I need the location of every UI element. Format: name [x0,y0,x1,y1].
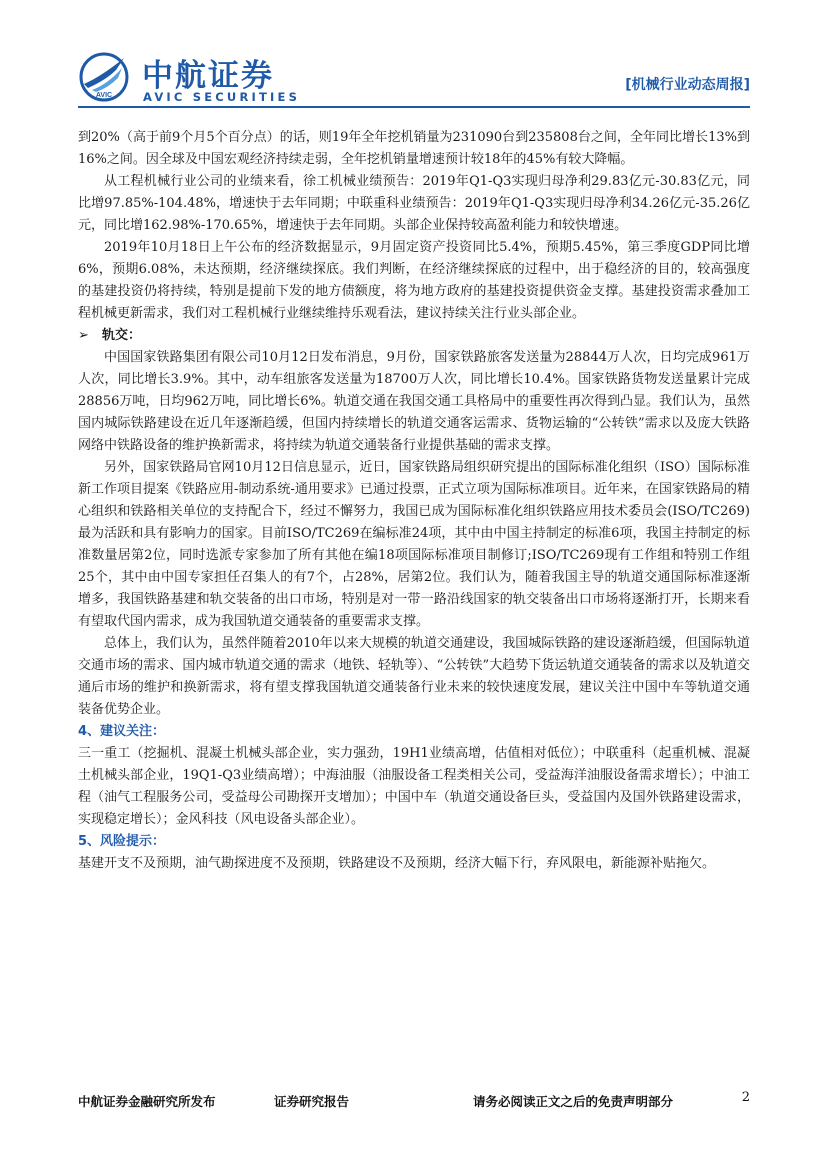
footer-publisher: 中航证券金融研究所发布 [78,1094,216,1109]
paragraph-company-earnings: 从工程机械行业公司的业绩来看，徐工机械业绩预告：2019年Q1-Q3实现归母净利29.83亿元-30.83亿元，同比增97.85%-104.48%，增速快于去年同期；中联重科业绩预告：2019年Q1-Q3实现归母净利34.26亿元-35.26亿元，同比增162.98%-170.65%，增速快于去年同期。头部企业保持较高盈利能力和较快增速。 [78,174,750,233]
paragraph-rail-summary: 总体上，我们认为，虽然伴随着2010年以来大规模的轨道交通建设，我国城际铁路的建设逐渐趋缓，但国际轨道交通市场的需求、国内城市轨道交通的需求（地铁、轻轨等）、“公转铁”大趋势下货运轨道交通装备的需求以及轨道交通后市场的维护和换新需求，将有望支撑我国轨道交通装备行业未来的较快速度发展，建议关注中国中车等轨道交通装备优势企业。 [78,636,750,717]
page-header [78,46,750,106]
paragraph-rail-passenger: 中国国家铁路集团有限公司10月12日发布消息，9月份，国家铁路旅客发送量为28844万人次，日均完成961万人次，同比增长3.9%。其中，动车组旅客发送量为18700万人次，同比增长10.4%。国家铁路货物发送量累计完成28856万吨，日均962万吨，同比增长6%。轨道交通在我国交通工具格局中的重要性再次得到凸显。我们认为，虽然国内城际铁路建设在近几年逐渐趋缓，但国内持续增长的轨道交通客运需求、货物运输的“公转铁”需求以及庞大铁路网络中铁路设备的维护换新需求，将持续为轨道交通装备行业提供基础的需求支撑。 [78,350,750,453]
footer-disclaimer: 请务必阅读正文之后的免责声明部分 [473,1094,674,1109]
section-rail-title: 轨交： [102,328,142,343]
page-footer [78,1092,768,1112]
arrow-bullet-icon: ➢ [78,328,89,343]
paragraph-recommendations: 三一重工（挖掘机、混凝土机械头部企业，实力强劲，19H1业绩高增，估值相对低位）；中联重科（起重机械、混凝土机械头部企业，19Q1-Q3业绩高增）；中海油服（油服设备工程类相关公司，受益海洋油服设备需求增长）；中油工程（油气工程服务公司，受益母公司勘探开支增加）；中国中车（轨道交通设备巨头，受益国内及国外铁路建设需求，实现稳定增长）；金风科技（风电设备头部企业）。 [78,746,750,827]
paragraph-iso-standards: 另外，国家铁路局官网10月12日信息显示，近日，国家铁路局组织研究提出的国际标准化组织（ISO）国际标准新工作项目提案《铁路应用-制动系统-通用要求》已通过投票，正式立项为国际标准项目。近年来，在国家铁路局的精心组织和铁路相关单位的支持配合下，经过不懈努力，我国已成为国际标准化组织铁路应用技术委员会(ISO/TC269)最为活跃和具有影响力的国家。目前ISO/TC269在编标准24项，其中由中国主持制定的标准6项，我国主持制定的标准数量居第2位，同时选派专家参加了所有其他在编18项国际标准项目制修订;ISO/TC269现有工作组和特别工作组25个，其中由中国专家担任召集人的有7个，占28%，居第2位。我们认为，随着我国主导的轨道交通国际标准逐渐增多，我国铁路基建和轨交装备的出口市场，特别是对一带一路沿线国家的轨交装备出口市场将逐渐打开，长期来看有望取代国内需求，成为我国轨道交通装备的重要需求支撑。 [78,460,750,629]
paragraph-excavator-forecast: 到20%（高于前9个月5个百分点）的话，则19年全年挖机销量为231090台到235808台之间，全年同比增长13%到16%之间。因全球及中国宏观经济持续走弱，全年挖机销量增速预计较18年的45%有较大降幅。 [78,130,750,167]
brand-name-en: AVIC SECURITIES [143,90,301,104]
report-type-label: [机械行业动态周报] [625,77,750,93]
section-risk-heading: 5、风险提示： [78,834,166,849]
section-recommendations-heading: 4、建议关注： [78,724,166,739]
report-body [78,127,750,875]
header-divider [78,106,750,108]
footer-report-label: 证券研究报告 [274,1094,350,1109]
avic-logo-icon [78,50,130,102]
avic-logo-text: AVIC [95,92,113,99]
page-number: 2 [741,1090,750,1105]
brand-name-cn: 中航证券 [142,58,274,94]
paragraph-risks: 基建开支不及预期，油气勘探进度不及预期，铁路建设不及预期，经济大幅下行，弃风限电，新能源补贴拖欠。 [78,856,716,871]
section-rail-heading [78,325,750,347]
paragraph-macro-data: 2019年10月18日上午公布的经济数据显示，9月固定资产投资同比5.4%，预期5.45%，第三季度GDP同比增6%，预期6.08%，未达预期，经济继续探底。我们判断，在经济继续探底的过程中，出于稳经济的目的，较高强度的基建投资仍将持续，特别是提前下发的地方债额度，将为地方政府的基建投资提供资金支撑。基建投资需求叠加工程机械更新需求，我们对工程机械行业继续维持乐观看法，建议持续关注行业头部企业。 [78,240,750,321]
